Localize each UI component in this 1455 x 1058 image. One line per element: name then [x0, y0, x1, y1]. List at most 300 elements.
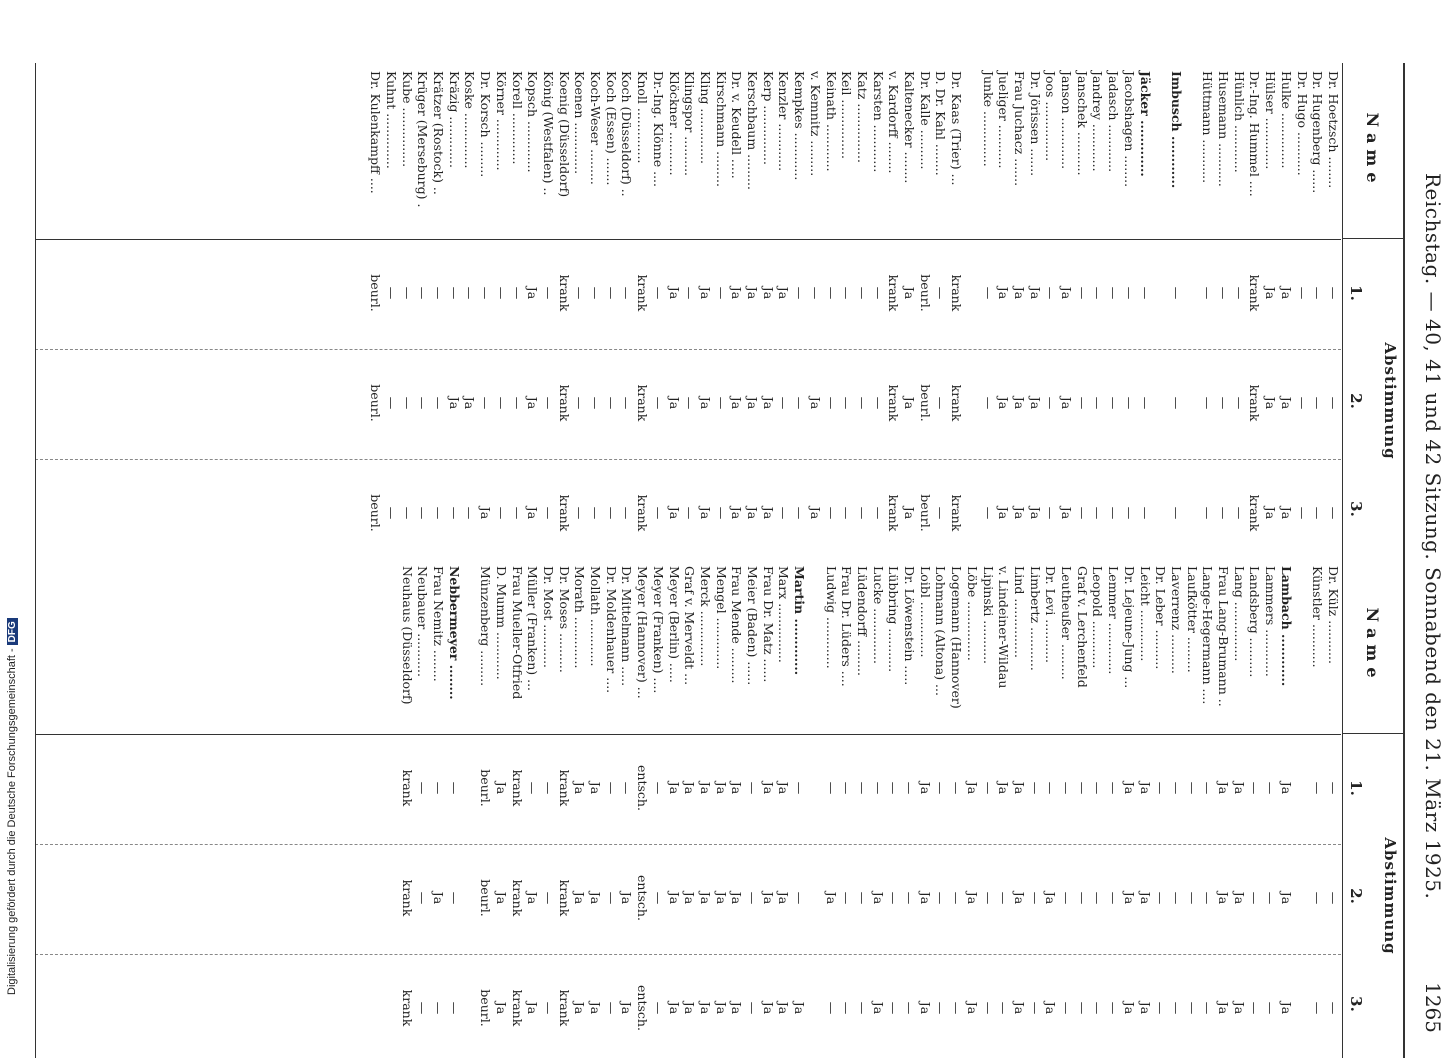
member-name: D. Dr. Kahl ........: [933, 71, 949, 176]
member-name: Neubauer ...........: [415, 566, 431, 677]
vote-3: krank: [949, 494, 965, 532]
vote-2: krank: [399, 879, 415, 917]
vote-1: Ja: [917, 781, 933, 795]
vote-1: Ja: [996, 781, 1012, 795]
member-name: Janschek ...........: [1074, 71, 1090, 176]
vote-2: krank: [1247, 384, 1263, 422]
vote-2: Ja: [525, 891, 541, 905]
vote-3: —: [980, 1001, 996, 1015]
vote-2: beurl.: [368, 384, 384, 422]
vote-3: Ja: [792, 1001, 808, 1015]
table-row: [760, 63, 776, 563]
vote-3: —: [1074, 506, 1090, 520]
vote-1: Ja: [525, 286, 541, 300]
vote-2: —: [855, 891, 870, 905]
vote-1: Ja: [698, 781, 713, 795]
member-name: Dr. Kaas (Trier) ...: [949, 71, 965, 186]
table-row: [807, 63, 823, 563]
member-name: König (Westfalen) ..: [541, 71, 556, 196]
vote-3: —: [1027, 1001, 1043, 1015]
member-name: Lübbring ...........: [886, 566, 902, 673]
vote-1-header: 1.: [1347, 285, 1365, 301]
vote-1: —: [839, 781, 855, 795]
table-row: [572, 558, 588, 1058]
member-name: Dr. Most ...........: [541, 566, 556, 669]
table-row: [415, 63, 431, 563]
vote-3: Ja: [807, 506, 823, 520]
table-row: [1168, 558, 1184, 1058]
vote-2: —: [619, 396, 635, 410]
member-name: Ludwig .............: [823, 566, 839, 669]
table-row: [1263, 63, 1279, 563]
member-name: D. Mumm ............: [493, 566, 509, 680]
member-name: Merck ..............: [698, 566, 713, 667]
member-name: Dr. Löwenstein .....: [902, 566, 918, 686]
member-name: Dr. Levi ...........: [1043, 566, 1059, 664]
vote-1: Ja: [682, 781, 698, 795]
table-row: [1011, 63, 1027, 563]
table-row: [901, 63, 917, 563]
vote-2: —: [603, 396, 619, 410]
vote-2: Ja: [1137, 891, 1153, 905]
vote-3: entsch.: [635, 985, 651, 1031]
member-name: Dr. Korsch .........: [478, 71, 494, 178]
member-name: Hülser .............: [1263, 71, 1279, 170]
vote-2: —: [933, 891, 949, 905]
vote-3: Ja: [666, 506, 682, 520]
table-row: [587, 63, 603, 563]
vote-1: —: [870, 286, 886, 300]
vote-1: —: [525, 781, 541, 795]
vote-2: Ja: [1012, 891, 1027, 905]
vote-3: Ja: [682, 1001, 698, 1015]
member-name: Dr. Külz ...........: [1326, 566, 1341, 664]
vote-3: Ja: [1263, 506, 1279, 520]
vote-2: Ja: [698, 396, 713, 410]
table-row: [1153, 63, 1169, 563]
vote-1: —: [1121, 286, 1137, 300]
member-name: Husemann ...........: [1216, 71, 1232, 187]
table-body: [35, 558, 1341, 1058]
table-row: [1294, 63, 1310, 563]
vote-3: —: [1137, 506, 1153, 520]
vote-3: —: [855, 506, 870, 520]
member-name: Dr.-Ing. Hummel ....: [1247, 71, 1263, 197]
vote-2: Ja: [446, 396, 462, 410]
member-name: Frau Mende .........: [729, 566, 745, 684]
vote-2: Ja: [493, 891, 509, 905]
vote-3: Ja: [760, 1001, 776, 1015]
vote-3: Ja: [493, 1001, 509, 1015]
table-row: [587, 558, 603, 1058]
vote-1: —: [1074, 286, 1090, 300]
table-row: [1200, 558, 1216, 1058]
table-row: [1027, 63, 1043, 563]
vote-1: —: [446, 286, 462, 300]
vote-2: —: [776, 396, 792, 410]
vote-1: —: [415, 781, 431, 795]
vote-2: Ja: [1027, 396, 1043, 410]
member-name: Meyer (Franken) ....: [650, 566, 666, 694]
vote-2: —: [415, 396, 431, 410]
vote-1: Ja: [572, 781, 588, 795]
member-name: Klingspor ..........: [682, 71, 698, 177]
vote-1: Ja: [902, 286, 918, 300]
vote-3: —: [493, 506, 509, 520]
vote-3: —: [933, 506, 949, 520]
member-name: Dr. Moses ..........: [556, 566, 572, 673]
vote-1: Ja: [493, 781, 509, 795]
vote-1: Ja: [760, 781, 776, 795]
vote-3: Ja: [1012, 506, 1027, 520]
vote-1: —: [1090, 286, 1106, 300]
member-name: Münzenberg .........: [478, 566, 494, 687]
vote-1: —: [980, 286, 996, 300]
member-name: Hünlich ............: [1231, 71, 1247, 173]
member-name: Dr. Hugo ...........: [1294, 71, 1310, 176]
table-row: [462, 558, 478, 1058]
vote-1: Ja: [1278, 286, 1294, 300]
vote-3: Ja: [902, 506, 918, 520]
member-name: v. Lindeiner-Wildau: [996, 566, 1012, 689]
vote-1: Ja: [996, 286, 1012, 300]
table-row: [1231, 558, 1247, 1058]
table-row: [792, 63, 808, 563]
vote-3: Ja: [1043, 1001, 1059, 1015]
member-name: Kling ..............: [698, 71, 713, 164]
member-name: Kerschbaum .........: [745, 71, 761, 190]
vote-2: —: [1310, 891, 1326, 905]
vote-2: Ja: [619, 891, 635, 905]
vote-3: krank: [1247, 494, 1263, 532]
vote-2: —: [1074, 396, 1090, 410]
table-row: [650, 558, 666, 1058]
table-row: [744, 63, 760, 563]
vote-3: krank: [556, 494, 572, 532]
member-name: Künstler ...........: [1310, 566, 1326, 668]
member-name: Limbertz ...........: [1027, 566, 1043, 671]
vote-3: Ja: [776, 1001, 792, 1015]
vote-1: —: [1263, 781, 1279, 795]
vote-2: —: [839, 396, 855, 410]
vote-1: Ja: [666, 286, 682, 300]
member-name: Dr. Jörissen .......: [1027, 71, 1043, 177]
vote-1: Ja: [1027, 286, 1043, 300]
vote-3: krank: [556, 989, 572, 1027]
vote-1: krank: [635, 274, 651, 312]
vote-1: Ja: [776, 286, 792, 300]
vote-2: —: [886, 891, 902, 905]
table-row: [1247, 558, 1263, 1058]
member-name: Frau Dr. Lüders ....: [839, 566, 855, 687]
vote-1: —: [1294, 286, 1310, 300]
header-title: Reichstag. — 40, 41 und 42 Sitzung. Sonnabend den 21. März 1925.: [1421, 173, 1445, 900]
table-row: [917, 558, 933, 1058]
vote-1: —: [650, 781, 666, 795]
vote-1: —: [1169, 286, 1184, 300]
table-row: [980, 63, 996, 563]
vote-3: beurl.: [478, 989, 494, 1027]
vote-3: —: [1231, 506, 1247, 520]
member-name: Jäcker .............: [1137, 71, 1153, 177]
vote-1: krank: [556, 274, 572, 312]
table-row: [635, 558, 651, 1058]
vote-2: —: [1027, 891, 1043, 905]
member-name: Kube ...............: [399, 71, 415, 168]
table-row: [1263, 558, 1279, 1058]
vote-3: —: [1121, 506, 1137, 520]
vote-2: —: [509, 396, 525, 410]
vote-1: Ja: [666, 781, 682, 795]
table-row: [399, 558, 415, 1058]
vote-3: —: [902, 1001, 918, 1015]
member-name: Dr. Hugenberg ......: [1310, 71, 1326, 194]
vote-2: —: [902, 891, 918, 905]
vote-1: —: [603, 286, 619, 300]
vote-3: —: [839, 1001, 855, 1015]
vote-3: —: [619, 506, 635, 520]
vote-3: Ja: [1278, 1001, 1294, 1015]
vote-1: —: [446, 781, 462, 795]
vote-1: —: [933, 286, 949, 300]
vote-3: —: [1294, 506, 1310, 520]
vote-2: —: [1216, 396, 1232, 410]
vote-2: —: [446, 891, 462, 905]
table-row: [1325, 63, 1341, 563]
table-row: [886, 558, 902, 1058]
vote-1: Ja: [698, 286, 713, 300]
vote-3: —: [431, 1001, 447, 1015]
vote-3: —: [603, 1001, 619, 1015]
member-name: Koske ..............: [462, 71, 478, 169]
vote-1: Ja: [1137, 781, 1153, 795]
member-name: Körner .............: [493, 71, 509, 171]
member-name: Loibl ..............: [917, 566, 933, 658]
vote-column-header: Abstimmung: [1381, 837, 1399, 955]
vote-1: —: [807, 286, 823, 300]
member-name: Koch (Essen) .......: [603, 71, 619, 186]
member-name: Krüger (Merseburg) .: [415, 71, 431, 208]
member-name: Frau Dr. Matz ......: [760, 566, 776, 683]
member-name: Lucke ..............: [870, 566, 886, 664]
vote-3: Ja: [760, 506, 776, 520]
table-row: [509, 63, 525, 563]
vote-2: —: [1106, 891, 1122, 905]
vote-2: Ja: [1043, 891, 1059, 905]
member-name: Frau Lang-Brumann ..: [1216, 566, 1232, 707]
table-row: [430, 558, 446, 1058]
vote-1: —: [572, 286, 588, 300]
vote-3: Ja: [917, 1001, 933, 1015]
member-name: Laverrenz ..........: [1169, 566, 1184, 674]
vote-2: —: [1294, 396, 1310, 410]
table-row: [399, 63, 415, 563]
table-header: [1342, 63, 1403, 563]
member-name: Karsten ............: [870, 71, 886, 173]
table-row: [1121, 63, 1137, 563]
vote-3: —: [399, 506, 415, 520]
vote-1: —: [1326, 286, 1341, 300]
vote-1: krank: [949, 274, 965, 312]
vote-2: —: [1169, 891, 1184, 905]
vote-2: —: [1090, 396, 1106, 410]
vote-2: —: [1106, 396, 1122, 410]
vote-2: Ja: [588, 891, 604, 905]
table-row: [383, 63, 399, 563]
vote-1: —: [886, 781, 902, 795]
vote-3: Ja: [1216, 1001, 1232, 1015]
table-row: [792, 558, 808, 1058]
vote-3: —: [1059, 1001, 1075, 1015]
member-name: Lemmer .............: [1106, 566, 1122, 675]
vote-1: Ja: [964, 781, 980, 795]
member-name: Lambach ............: [1278, 566, 1294, 687]
vote-3: —: [1090, 506, 1106, 520]
vote-2: —: [650, 396, 666, 410]
table-row: [964, 63, 980, 563]
member-name: Frau Juchacz .......: [1012, 71, 1027, 187]
vote-2: Ja: [964, 891, 980, 905]
vote-1: entsch.: [635, 765, 651, 811]
vote-3: —: [431, 506, 447, 520]
vote-2: —: [1326, 891, 1341, 905]
table-row: [1278, 558, 1294, 1058]
vote-2: —: [996, 891, 1012, 905]
vote-1: krank: [1247, 274, 1263, 312]
page-number: 1265: [1421, 982, 1445, 1033]
vote-1: —: [902, 781, 918, 795]
vote-3: —: [933, 1001, 949, 1015]
vote-2: —: [792, 396, 808, 410]
table-row: [870, 558, 886, 1058]
table-row: [556, 63, 572, 563]
table-row: [1137, 63, 1153, 563]
member-name: Hüttmann ...........: [1200, 71, 1216, 184]
vote-2: Ja: [917, 891, 933, 905]
member-name: Löbe ...............: [964, 566, 980, 661]
member-name: v. Kardorff ........: [886, 71, 902, 174]
vote-1: —: [745, 781, 761, 795]
vote-3: —: [855, 1001, 870, 1015]
vote-1: —: [792, 286, 808, 300]
vote-1: —: [855, 781, 870, 795]
vote-3: beurl.: [917, 494, 933, 532]
vote-3: —: [541, 1001, 556, 1015]
member-name: Meier (Baden) ......: [745, 566, 761, 686]
vote-3: —: [446, 1001, 462, 1015]
vote-3: Ja: [1059, 506, 1075, 520]
vote-2: Ja: [1278, 396, 1294, 410]
vote-3: —: [1200, 506, 1216, 520]
vote-2: Ja: [713, 891, 729, 905]
member-name: Kenzler ............: [776, 71, 792, 172]
member-name: Mollath ............: [588, 566, 604, 667]
vote-1: —: [1059, 781, 1075, 795]
table-row: [430, 63, 446, 563]
member-name: Dr.-Ing. Klönne ....: [650, 71, 666, 187]
table-row: [540, 63, 556, 563]
vote-1: krank: [509, 769, 525, 807]
table-row: [478, 558, 494, 1058]
vote-3: Ja: [729, 506, 745, 520]
member-name: Lammers ............: [1263, 566, 1279, 677]
vote-1: —: [1216, 286, 1232, 300]
table-row: [729, 63, 745, 563]
vote-1: —: [1310, 286, 1326, 300]
table-row: [682, 558, 698, 1058]
table-row: [1074, 558, 1090, 1058]
table-row: [635, 63, 651, 563]
vote-1: —: [603, 781, 619, 795]
vote-3: —: [588, 506, 604, 520]
member-name: Hulke ..............: [1278, 71, 1294, 169]
vote-2-header: 2.: [1347, 393, 1365, 409]
page-header: [1415, 53, 1455, 1053]
vote-2: —: [1074, 891, 1090, 905]
member-name: Dr. Hoetzsch ........: [1326, 71, 1341, 189]
table-row: [556, 558, 572, 1058]
table-row: [650, 63, 666, 563]
vote-2: krank: [509, 879, 525, 917]
vote-2: beurl.: [917, 384, 933, 422]
member-name: Leopold ............: [1090, 566, 1106, 669]
vote-3: —: [462, 506, 478, 520]
member-name: Koenen .............: [572, 71, 588, 175]
vote-1: —: [823, 286, 839, 300]
vote-1: —: [619, 286, 635, 300]
member-name: Lang ...............: [1231, 566, 1247, 662]
table-row: [839, 63, 855, 563]
vote-3: krank: [886, 494, 902, 532]
vote-2: —: [980, 396, 996, 410]
vote-3: Ja: [698, 506, 713, 520]
member-name: Jandrey ............: [1090, 71, 1106, 172]
vote-1-header: 1.: [1347, 780, 1365, 796]
vote-1: —: [1200, 781, 1216, 795]
member-name: Lipinski ...........: [980, 566, 996, 665]
member-name: Keil ...............: [839, 71, 855, 159]
vote-3: —: [886, 1001, 902, 1015]
vote-3: beurl.: [368, 494, 384, 532]
table-row: [1310, 558, 1326, 1058]
table-row: [980, 558, 996, 1058]
vote-3: Ja: [745, 506, 761, 520]
member-name: Mengel .............: [713, 566, 729, 670]
vote-2: —: [682, 396, 698, 410]
vote-2: Ja: [1059, 396, 1075, 410]
vote-2: —: [745, 891, 761, 905]
table-row: [619, 63, 635, 563]
vote-1: —: [949, 781, 965, 795]
vote-1: Ja: [1121, 781, 1137, 795]
vote-2: beurl.: [478, 879, 494, 917]
table-row: [854, 63, 870, 563]
vote-2: krank: [556, 879, 572, 917]
table-row: [572, 63, 588, 563]
vote-1: —: [619, 781, 635, 795]
vote-1: —: [1184, 781, 1200, 795]
table-row: [933, 63, 949, 563]
table-row: [713, 63, 729, 563]
member-name: Korell .............: [509, 71, 525, 165]
vote-3-header: 3.: [1347, 996, 1365, 1012]
vote-2: —: [1169, 396, 1184, 410]
member-name: Kräzig .............: [446, 71, 462, 168]
vote-1: Ja: [713, 781, 729, 795]
vote-3: Ja: [1231, 1001, 1247, 1015]
vote-3: —: [776, 506, 792, 520]
vote-3-header: 3.: [1347, 501, 1365, 517]
